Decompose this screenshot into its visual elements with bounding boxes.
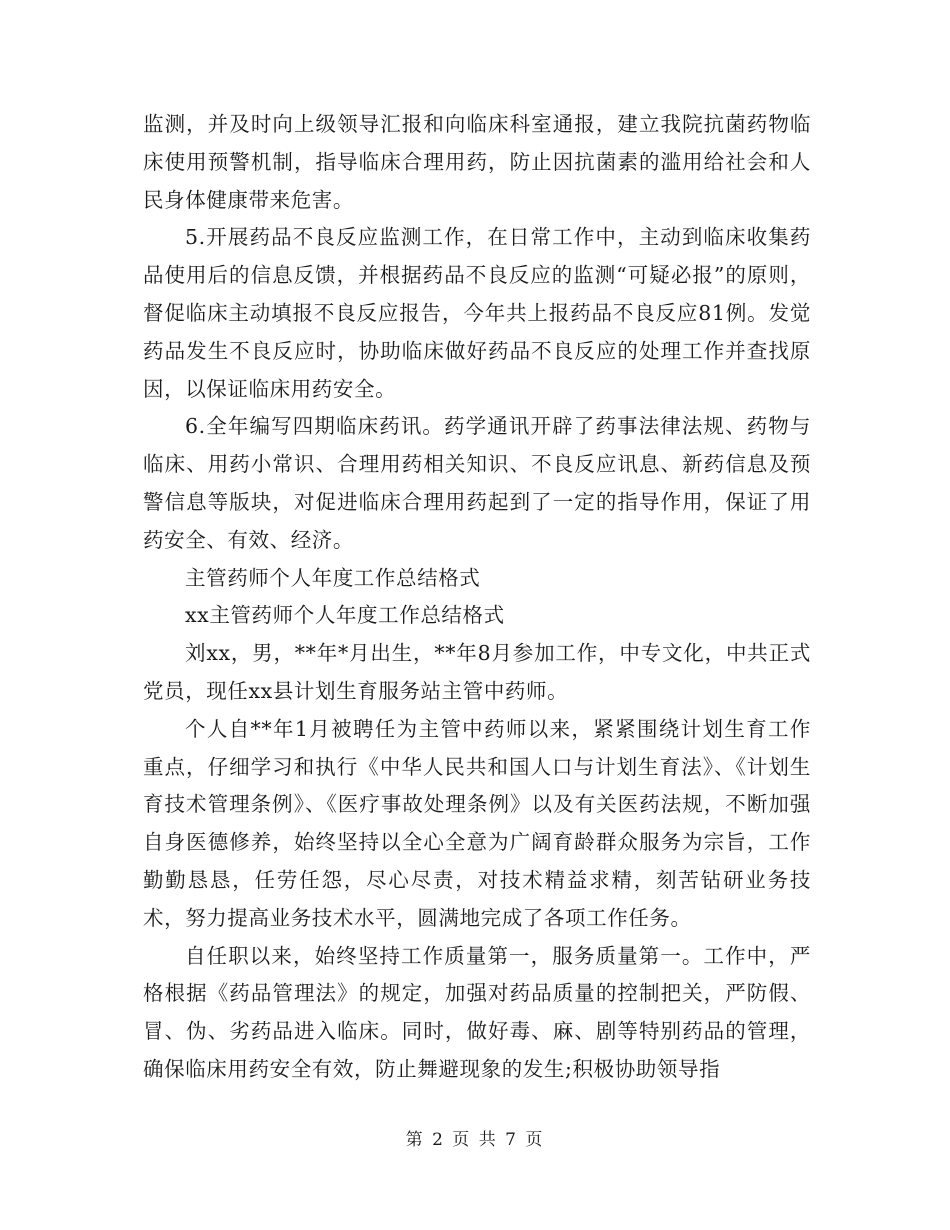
paragraph-5: 个人自**年1月被聘任为主管中药师以来，紧紧围绕计划生育工作重点，仔细学习和执行《中华人民共和国人口与计划生育法》、《计划生育技术管理条例》、《医疗事故处理条例》以及有关医药法规，不断加强自身医德修养，始终坚持以全心全意为广阔育龄群众服务为宗旨，工作勤勤恳恳，任劳任怨，尽心尽责，对技术精益求精，刻苦钻研业务技术，努力提高业务技术水平，圆满地完成了各项工作任务。 [143,716,811,930]
paragraph-2: 5.开展药品不良反应监测工作，在日常工作中，主动到临床收集药品使用后的信息反馈，并根据药品不良反应的监测“可疑必报”的原则，督促临床主动填报不良反应报告，今年共上报药品不良反应81例。发觉药品发生不良反应时，协助临床做好药品不良反应的处理工作并查找原因，以保证临床用药安全。 [143,225,811,401]
paragraph-3: 6.全年编写四期临床药讯。药学通讯开辟了药事法律法规、药物与临床、用药小常识、合理用药相关知识、不良反应讯息、新药信息及预警信息等版块，对促进临床合理用药起到了一定的指导作用，保证了用药安全、有效、经济。 [143,414,811,552]
paragraph-6: 自任职以来，始终坚持工作质量第一，服务质量第一。工作中，严格根据《药品管理法》的规定，加强对药品质量的控制把关，严防假、冒、伪、劣药品进入临床。同时，做好毒、麻、剧等特别药品的管理，确保临床用药安全有效，防止舞避现象的发生;积极协助领导指 [143,943,811,1081]
section-subheading: xx主管药师个人年度工作总结格式 [185,603,505,628]
section-heading: 主管药师个人年度工作总结格式 [185,565,481,590]
paragraph-1: 监测，并及时向上级领导汇报和向临床科室通报，建立我院抗菌药物临床使用预警机制，指导临床合理用药，防止因抗菌素的滥用给社会和人民身体健康带来危害。 [143,112,811,212]
paragraph-4: 刘xx，男，**年*月出生，**年8月参加工作，中专文化，中共正式党员，现任xx县计划生育服务站主管中药师。 [143,641,811,703]
page-footer: 第 2 页 共 7 页 [405,1130,545,1150]
document-body [143,106,811,1089]
